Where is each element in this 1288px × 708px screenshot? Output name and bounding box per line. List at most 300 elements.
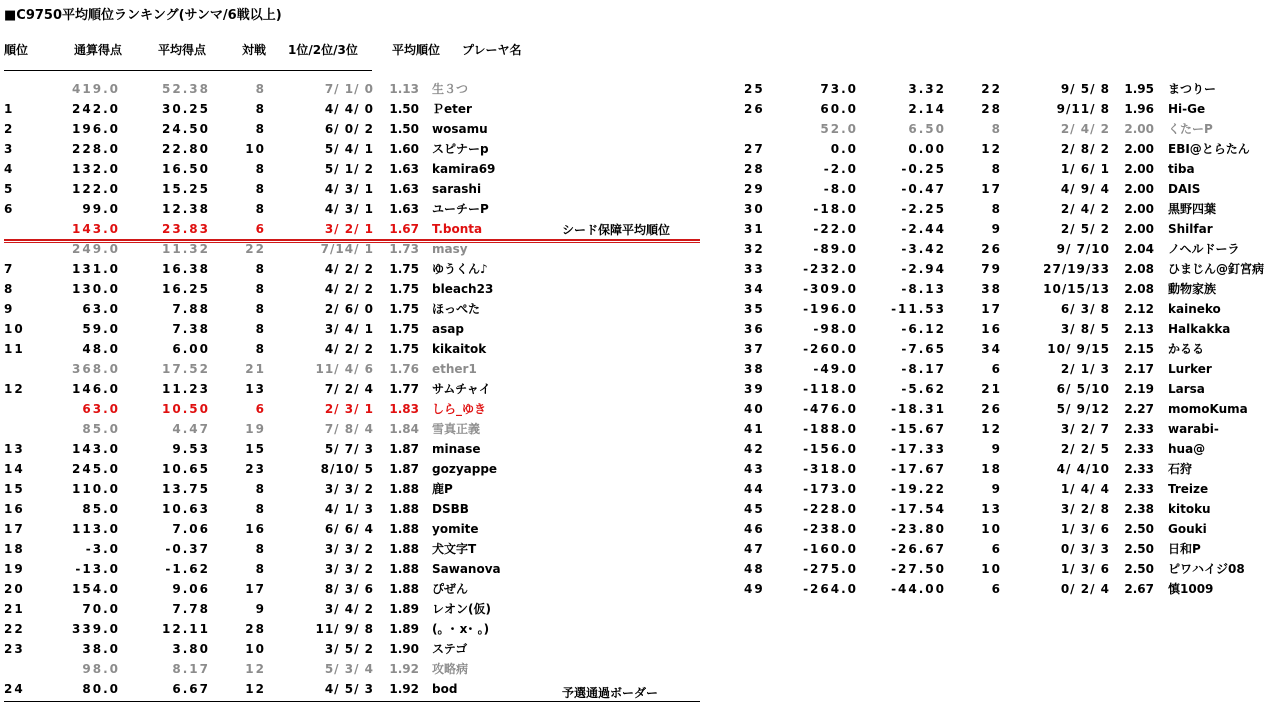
player-name-cell: 動物家族: [1168, 282, 1217, 296]
placements-cell: 5/ 9/12: [1056, 402, 1110, 416]
average-position-cell: 1.60: [389, 142, 419, 156]
player-name-cell: ピワハイジ08: [1168, 562, 1245, 576]
total-score-cell: 0.0: [830, 142, 858, 156]
table-row: [0, 179, 1288, 199]
placements-cell: 4/ 1/ 3: [324, 502, 374, 516]
placements-cell: 6/ 0/ 2: [324, 122, 374, 136]
placements-cell: 7/ 1/ 0: [324, 82, 374, 96]
player-name-cell: 犬文字T: [432, 542, 477, 556]
average-position-cell: 1.88: [389, 582, 419, 596]
rank-cell: 40: [744, 402, 765, 416]
table-row: [0, 579, 1288, 599]
placements-cell: 3/ 2/ 8: [1060, 502, 1110, 516]
average-score-cell: 16.25: [162, 282, 210, 296]
games-cell: 18: [981, 462, 1002, 476]
rank-cell: 29: [744, 182, 765, 196]
average-score-cell: -17.67: [891, 462, 946, 476]
average-position-cell: 1.92: [389, 682, 419, 696]
rank-cell: 48: [744, 562, 765, 576]
rank-cell: 46: [744, 522, 765, 536]
player-name-cell: kitoku: [1168, 502, 1211, 516]
table-row: [0, 419, 1288, 439]
table-row: [0, 559, 1288, 579]
total-score-cell: -2.0: [823, 162, 858, 176]
average-position-cell: 1.76: [389, 362, 419, 376]
total-score-cell: 122.0: [72, 182, 120, 196]
header-rank: 順位: [4, 43, 29, 57]
rank-cell: 31: [744, 222, 765, 236]
total-score-cell: -173.0: [803, 482, 858, 496]
player-name-cell: kaineko: [1168, 302, 1221, 316]
placements-cell: 2/ 1/ 3: [1060, 362, 1110, 376]
average-position-cell: 1.95: [1124, 82, 1154, 96]
rank-cell: 44: [744, 482, 765, 496]
total-score-cell: 70.0: [82, 602, 120, 616]
placements-cell: 5/ 1/ 2: [324, 162, 374, 176]
games-cell: 17: [245, 582, 266, 596]
total-score-cell: -98.0: [813, 322, 858, 336]
rank-cell: 38: [744, 362, 765, 376]
player-name-cell: DSBB: [432, 502, 469, 516]
average-position-cell: 1.88: [389, 502, 419, 516]
rank-cell: 16: [4, 502, 25, 516]
total-score-cell: 419.0: [72, 82, 120, 96]
total-score-cell: -156.0: [803, 442, 858, 456]
average-position-cell: 1.75: [389, 322, 419, 336]
rank-cell: 18: [4, 542, 25, 556]
player-name-cell: ほっぺた: [432, 302, 481, 316]
table-row: [0, 199, 1288, 219]
total-score-cell: 110.0: [72, 482, 120, 496]
placements-cell: 2/ 6/ 0: [324, 302, 374, 316]
average-position-cell: 2.50: [1124, 542, 1154, 556]
games-cell: 8: [255, 202, 266, 216]
rank-cell: 20: [4, 582, 25, 596]
table-row: [0, 79, 1288, 99]
games-cell: 13: [245, 382, 266, 396]
total-score-cell: 143.0: [72, 222, 120, 236]
placements-cell: 3/ 2/ 7: [1060, 422, 1110, 436]
average-score-cell: 6.00: [172, 342, 210, 356]
games-cell: 28: [245, 622, 266, 636]
games-cell: 16: [245, 522, 266, 536]
rank-cell: 13: [4, 442, 25, 456]
table-row: [0, 399, 1288, 419]
games-cell: 9: [991, 222, 1002, 236]
table-row: [0, 139, 1288, 159]
total-score-cell: 339.0: [72, 622, 120, 636]
player-name-cell: スピナーp: [432, 142, 489, 156]
total-score-cell: -8.0: [823, 182, 858, 196]
average-position-cell: 1.89: [389, 602, 419, 616]
games-cell: 8: [991, 162, 1002, 176]
average-score-cell: 12.11: [162, 622, 210, 636]
average-position-cell: 1.73: [389, 242, 419, 256]
games-cell: 34: [981, 342, 1002, 356]
total-score-cell: -49.0: [813, 362, 858, 376]
total-score-cell: -232.0: [803, 262, 858, 276]
player-name-cell: ぴぜん: [432, 582, 469, 596]
average-position-cell: 2.15: [1124, 342, 1154, 356]
player-name-cell: ノヘルドーラ: [1168, 242, 1240, 256]
average-position-cell: 1.77: [389, 382, 419, 396]
average-position-cell: 2.04: [1124, 242, 1154, 256]
total-score-cell: 59.0: [82, 322, 120, 336]
player-name-cell: ether1: [432, 362, 477, 376]
average-position-cell: 1.89: [389, 622, 419, 636]
player-name-cell: Larsa: [1168, 382, 1205, 396]
games-cell: 21: [981, 382, 1002, 396]
table-row: [0, 119, 1288, 139]
average-score-cell: 7.88: [172, 302, 210, 316]
rank-cell: 27: [744, 142, 765, 156]
player-name-cell: Ｐeter: [432, 102, 472, 116]
games-cell: 15: [245, 442, 266, 456]
player-name-cell: Shilfar: [1168, 222, 1213, 236]
total-score-cell: -228.0: [803, 502, 858, 516]
games-cell: 12: [981, 422, 1002, 436]
average-score-cell: -8.17: [901, 362, 946, 376]
average-position-cell: 2.50: [1124, 522, 1154, 536]
rank-cell: 25: [744, 82, 765, 96]
average-score-cell: -5.62: [901, 382, 946, 396]
average-score-cell: 6.50: [908, 122, 946, 136]
average-score-cell: -17.54: [891, 502, 946, 516]
average-position-cell: 1.90: [389, 642, 419, 656]
rank-cell: 4: [4, 162, 15, 176]
table-row: [0, 439, 1288, 459]
table-row: [0, 619, 700, 639]
total-score-cell: -309.0: [803, 282, 858, 296]
average-position-cell: 1.50: [389, 102, 419, 116]
placements-cell: 8/10/ 5: [320, 462, 374, 476]
player-name-cell: warabi-: [1168, 422, 1219, 436]
table-row: [0, 499, 1288, 519]
games-cell: 22: [245, 242, 266, 256]
placements-cell: 1/ 3/ 6: [1060, 522, 1110, 536]
rank-cell: 2: [4, 122, 15, 136]
average-score-cell: -17.33: [891, 442, 946, 456]
table-row: [0, 339, 1288, 359]
average-score-cell: 8.17: [172, 662, 210, 676]
games-cell: 8: [255, 502, 266, 516]
average-position-cell: 2.33: [1124, 462, 1154, 476]
total-score-cell: -196.0: [803, 302, 858, 316]
games-cell: 8: [255, 302, 266, 316]
table-row: [0, 639, 700, 659]
placements-cell: 1/ 4/ 4: [1060, 482, 1110, 496]
average-score-cell: -0.37: [165, 542, 210, 556]
average-position-cell: 2.67: [1124, 582, 1154, 596]
average-score-cell: 22.80: [162, 142, 210, 156]
average-position-cell: 2.08: [1124, 262, 1154, 276]
average-score-cell: -0.47: [901, 182, 946, 196]
placements-cell: 4/ 4/10: [1056, 462, 1110, 476]
games-cell: 19: [245, 422, 266, 436]
average-position-cell: 2.00: [1124, 142, 1154, 156]
rank-cell: 30: [744, 202, 765, 216]
average-position-cell: 1.63: [389, 162, 419, 176]
average-position-cell: 1.63: [389, 182, 419, 196]
total-score-cell: -275.0: [803, 562, 858, 576]
total-score-cell: 85.0: [82, 502, 120, 516]
average-score-cell: 7.06: [172, 522, 210, 536]
table-row: [0, 459, 1288, 479]
page-title: ■C9750平均順位ランキング(サンマ/6戦以上): [4, 8, 282, 23]
games-cell: 8: [255, 102, 266, 116]
placements-cell: 4/ 3/ 1: [324, 182, 374, 196]
games-cell: 22: [981, 82, 1002, 96]
placements-cell: 10/15/13: [1043, 282, 1110, 296]
player-name-cell: 雪真正義: [432, 422, 481, 436]
placements-cell: 1/ 3/ 6: [1060, 562, 1110, 576]
games-cell: 10: [981, 522, 1002, 536]
placements-cell: 4/ 2/ 2: [324, 342, 374, 356]
placements-cell: 2/ 5/ 2: [1060, 222, 1110, 236]
player-name-cell: 石狩: [1168, 462, 1193, 476]
games-cell: 28: [981, 102, 1002, 116]
total-score-cell: 63.0: [82, 402, 120, 416]
rank-cell: 6: [4, 202, 15, 216]
player-name-cell: (。･ x･ 。): [432, 622, 490, 636]
rank-cell: 45: [744, 502, 765, 516]
average-position-cell: 1.88: [389, 522, 419, 536]
total-score-cell: -264.0: [803, 582, 858, 596]
total-score-cell: 154.0: [72, 582, 120, 596]
rank-cell: 3: [4, 142, 15, 156]
border-line: [4, 701, 700, 702]
player-name-cell: T.bonta: [432, 222, 483, 236]
total-score-cell: 73.0: [820, 82, 858, 96]
average-score-cell: 9.53: [172, 442, 210, 456]
average-score-cell: 6.67: [172, 682, 210, 696]
average-score-cell: -7.65: [901, 342, 946, 356]
rank-cell: 14: [4, 462, 25, 476]
placements-cell: 4/ 5/ 3: [324, 682, 374, 696]
table-row: [0, 259, 1288, 279]
player-name-cell: kikaitok: [432, 342, 487, 356]
average-score-cell: 9.06: [172, 582, 210, 596]
games-cell: 8: [255, 182, 266, 196]
placements-cell: 3/ 8/ 5: [1060, 322, 1110, 336]
games-cell: 9: [255, 602, 266, 616]
average-score-cell: -27.50: [891, 562, 946, 576]
total-score-cell: -18.0: [813, 202, 858, 216]
average-score-cell: -44.00: [891, 582, 946, 596]
average-score-cell: -26.67: [891, 542, 946, 556]
games-cell: 8: [255, 262, 266, 276]
rank-cell: 37: [744, 342, 765, 356]
table-row: [0, 519, 1288, 539]
games-cell: 12: [245, 682, 266, 696]
average-position-cell: 1.75: [389, 302, 419, 316]
total-score-cell: 146.0: [72, 382, 120, 396]
table-row: [0, 159, 1288, 179]
player-name-cell: ひまじん@釘宮病: [1168, 262, 1265, 276]
player-name-cell: ゆうくん♪: [432, 262, 488, 276]
player-name-cell: 鹿P: [432, 482, 453, 496]
total-score-cell: 228.0: [72, 142, 120, 156]
rank-cell: 5: [4, 182, 15, 196]
games-cell: 8: [255, 322, 266, 336]
rank-cell: 9: [4, 302, 15, 316]
average-position-cell: 2.00: [1124, 182, 1154, 196]
total-score-cell: -160.0: [803, 542, 858, 556]
rank-cell: 7: [4, 262, 15, 276]
placements-cell: 1/ 6/ 1: [1060, 162, 1110, 176]
total-score-cell: 249.0: [72, 242, 120, 256]
player-name-cell: kamira69: [432, 162, 496, 176]
average-position-cell: 1.83: [389, 402, 419, 416]
rank-cell: 36: [744, 322, 765, 336]
games-cell: 16: [981, 322, 1002, 336]
average-score-cell: 3.80: [172, 642, 210, 656]
total-score-cell: 60.0: [820, 102, 858, 116]
placements-cell: 9/ 7/10: [1056, 242, 1110, 256]
games-cell: 12: [245, 662, 266, 676]
total-score-cell: -3.0: [85, 542, 120, 556]
rank-cell: 21: [4, 602, 25, 616]
games-cell: 8: [991, 122, 1002, 136]
total-score-cell: 113.0: [72, 522, 120, 536]
average-score-cell: -0.25: [901, 162, 946, 176]
total-score-cell: 143.0: [72, 442, 120, 456]
average-position-cell: 1.88: [389, 542, 419, 556]
player-name-cell: 慎1009: [1168, 582, 1214, 596]
table-row: [0, 99, 1288, 119]
average-position-cell: 2.33: [1124, 422, 1154, 436]
average-position-cell: 1.87: [389, 462, 419, 476]
total-score-cell: 196.0: [72, 122, 120, 136]
rank-cell: 24: [4, 682, 25, 696]
average-score-cell: -2.44: [901, 222, 946, 236]
average-score-cell: -18.31: [891, 402, 946, 416]
rank-cell: 26: [744, 102, 765, 116]
games-cell: 8: [255, 122, 266, 136]
average-score-cell: 16.50: [162, 162, 210, 176]
average-score-cell: 17.52: [162, 362, 210, 376]
games-cell: 10: [981, 562, 1002, 576]
placements-cell: 2/ 3/ 1: [324, 402, 374, 416]
games-cell: 6: [991, 542, 1002, 556]
placements-cell: 7/ 2/ 4: [324, 382, 374, 396]
rank-cell: 32: [744, 242, 765, 256]
average-position-cell: 1.88: [389, 482, 419, 496]
average-position-cell: 1.50: [389, 122, 419, 136]
games-cell: 8: [255, 562, 266, 576]
average-score-cell: 0.00: [908, 142, 946, 156]
average-score-cell: -23.80: [891, 522, 946, 536]
games-cell: 6: [255, 222, 266, 236]
average-position-cell: 1.88: [389, 562, 419, 576]
games-cell: 9: [991, 482, 1002, 496]
rank-cell: 1: [4, 102, 15, 116]
games-cell: 17: [981, 302, 1002, 316]
games-cell: 10: [245, 642, 266, 656]
player-name-cell: レオン(仮): [432, 602, 491, 616]
average-position-cell: 1.63: [389, 202, 419, 216]
games-cell: 9: [991, 442, 1002, 456]
rank-cell: 17: [4, 522, 25, 536]
average-position-cell: 2.33: [1124, 442, 1154, 456]
seed-line: [4, 239, 700, 241]
player-name-cell: 攻略病: [432, 662, 469, 676]
games-cell: 8: [255, 482, 266, 496]
games-cell: 21: [245, 362, 266, 376]
average-position-cell: 1.75: [389, 262, 419, 276]
player-name-cell: Treize: [1168, 482, 1209, 496]
games-cell: 10: [245, 142, 266, 156]
average-score-cell: -19.22: [891, 482, 946, 496]
average-score-cell: 11.32: [162, 242, 210, 256]
total-score-cell: 368.0: [72, 362, 120, 376]
placements-cell: 3/ 2/ 1: [324, 222, 374, 236]
total-score-cell: -188.0: [803, 422, 858, 436]
player-name-cell: gozyappe: [432, 462, 498, 476]
average-position-cell: 2.19: [1124, 382, 1154, 396]
games-cell: 8: [255, 282, 266, 296]
placements-cell: 27/19/33: [1043, 262, 1110, 276]
rank-cell: 34: [744, 282, 765, 296]
rank-cell: 19: [4, 562, 25, 576]
average-position-cell: 2.00: [1124, 162, 1154, 176]
placements-cell: 7/ 8/ 4: [324, 422, 374, 436]
player-name-cell: yomite: [432, 522, 479, 536]
placements-cell: 3/ 3/ 2: [324, 482, 374, 496]
average-score-cell: -2.94: [901, 262, 946, 276]
table-row: [0, 539, 1288, 559]
player-name-cell: 生３つ: [432, 82, 469, 96]
total-score-cell: 130.0: [72, 282, 120, 296]
average-score-cell: -3.42: [901, 242, 946, 256]
total-score-cell: 85.0: [82, 422, 120, 436]
average-position-cell: 2.17: [1124, 362, 1154, 376]
games-cell: 8: [255, 342, 266, 356]
player-name-cell: くたーP: [1168, 122, 1213, 136]
ranking-table-right: [0, 79, 1288, 599]
average-score-cell: -8.13: [901, 282, 946, 296]
placements-cell: 6/ 5/10: [1056, 382, 1110, 396]
placements-cell: 4/ 2/ 2: [324, 262, 374, 276]
player-name-cell: Lurker: [1168, 362, 1212, 376]
placements-cell: 9/ 5/ 8: [1060, 82, 1110, 96]
average-position-cell: 2.27: [1124, 402, 1154, 416]
average-position-cell: 1.75: [389, 342, 419, 356]
placements-cell: 4/ 3/ 1: [324, 202, 374, 216]
placements-cell: 11/ 9/ 8: [315, 622, 374, 636]
player-name-cell: sarashi: [432, 182, 482, 196]
total-score-cell: 48.0: [82, 342, 120, 356]
player-name-cell: wosamu: [432, 122, 488, 136]
average-position-cell: 2.00: [1124, 222, 1154, 236]
player-name-cell: Gouki: [1168, 522, 1207, 536]
total-score-cell: 80.0: [82, 682, 120, 696]
player-name-cell: EBI@とらたん: [1168, 142, 1250, 156]
qualification-border-label: 予選通過ボーダー: [562, 686, 659, 700]
player-name-cell: DAIS: [1168, 182, 1201, 196]
player-name-cell: masy: [432, 242, 468, 256]
average-position-cell: 2.50: [1124, 562, 1154, 576]
total-score-cell: -476.0: [803, 402, 858, 416]
rank-cell: 15: [4, 482, 25, 496]
games-cell: 17: [981, 182, 1002, 196]
placements-cell: 3/ 4/ 2: [324, 602, 374, 616]
average-score-cell: 24.50: [162, 122, 210, 136]
average-score-cell: 16.38: [162, 262, 210, 276]
placements-cell: 3/ 3/ 2: [324, 562, 374, 576]
table-row: [0, 379, 1288, 399]
average-score-cell: 23.83: [162, 222, 210, 236]
